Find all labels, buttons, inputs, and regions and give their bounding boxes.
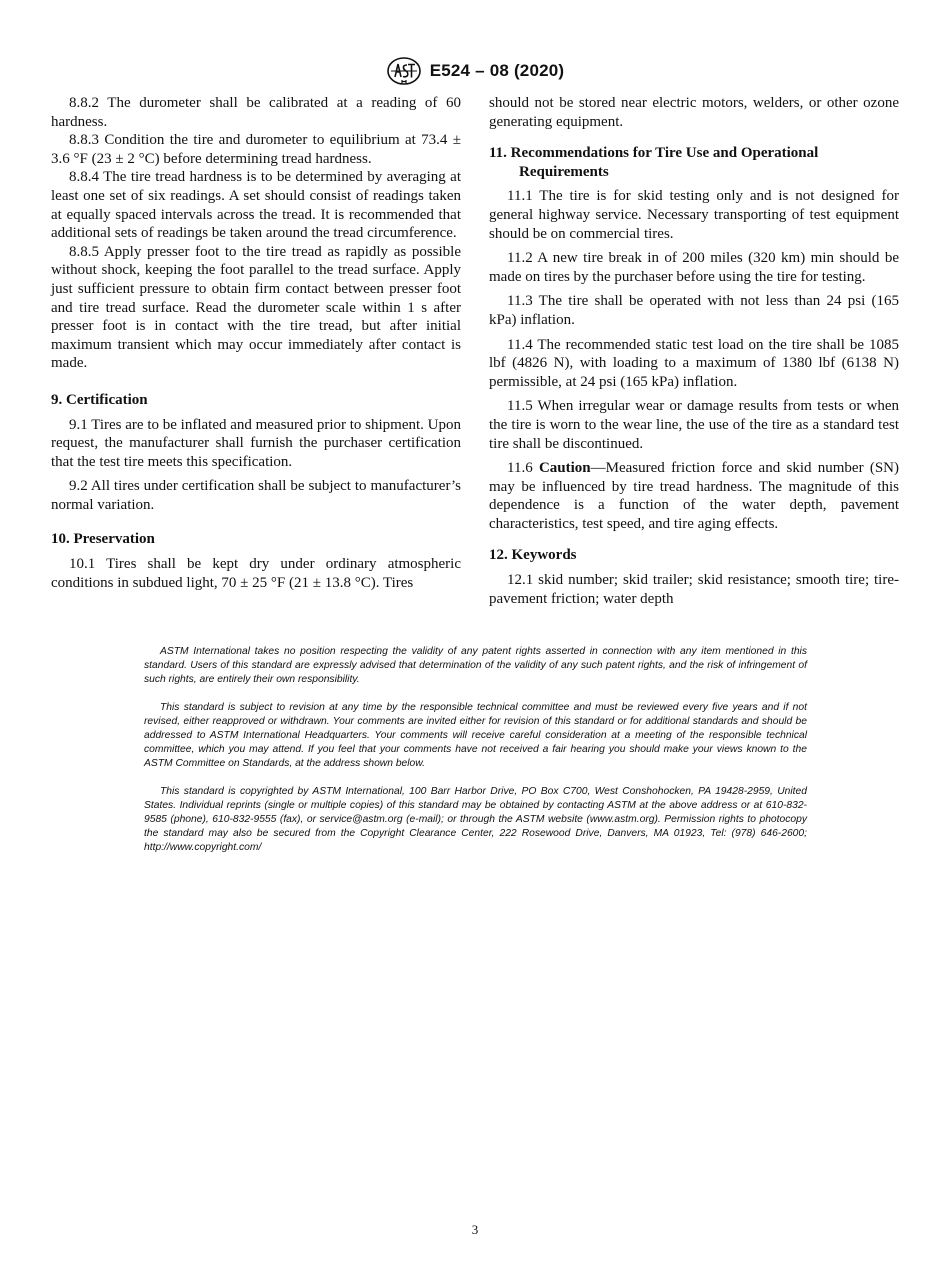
paragraph-12-1: 12.1 skid number; skid trailer; skid resistance; smooth tire; tire-pavement friction; water depth bbox=[489, 572, 899, 607]
paragraph-11-6-text: —Measured friction force and skid number (SN) may be influenced by tire tread hardness. The magnitude of this dependence is a function of the water depth, pavement characteristics, test speed, and tire aging effects. bbox=[489, 460, 899, 532]
section-heading-keywords: 12. Keywords bbox=[489, 547, 577, 564]
page-number: 3 bbox=[471, 1222, 479, 1237]
footer-notes bbox=[144, 645, 807, 869]
paragraph-9-2: 9.2 All tires under certification shall be subject to manufacturer’s normal variation. bbox=[51, 478, 461, 513]
section-heading-certification: 9. Certification bbox=[51, 391, 148, 408]
paragraph-11-1: 11.1 The tire is for skid testing only and is not designed for general highway service. Necessary transporting of test equipment should be on commercial tires. bbox=[489, 188, 899, 242]
standard-designation: E524 – 08 (2020) bbox=[429, 61, 565, 80]
paragraph-9-1: 9.1 Tires are to be inflated and measured prior to shipment. Upon request, the manufacturer shall furnish the purchaser certification that the test tire meets this specification. bbox=[51, 416, 462, 470]
paragraph-11-4: 11.4 The recommended static test load on the tire shall be 1085 lbf (4826 N), with loading to a maximum of 1380 lbf (6138 N) permissible, at 24 psi (165 kPa) inflation. bbox=[489, 336, 899, 390]
page-header bbox=[0, 56, 950, 86]
paragraph-8-8-5: 8.8.5 Apply presser foot to the tire tread as rapidly as possible without shock, keeping the foot parallel to the tread surface. Apply just sufficient pressure to obtain firm contact between presser foot and tire tread surface. Read the durometer scale within 1 s after presser foot is in contact with the tire tread, but after initial maximum transient which may occur immediately after contact is made. bbox=[51, 243, 461, 372]
paragraph-8-8-4: 8.8.4 The tire tread hardness is to be determined by averaging at least one set of six readings. A set should consist of readings taken at equally spaced intervals across the tread. It is recommended that additional sets of readings be taken around the tread circumference. bbox=[51, 169, 461, 242]
paragraph-8-8-3: 8.8.3 Condition the tire and durometer to equilibrium at 73.4 ± 3.6 °F (23 ± 2 °C) before determining tread hardness. bbox=[51, 132, 461, 167]
left-column bbox=[51, 94, 461, 592]
paragraph-8-8-2: 8.8.2 The durometer shall be calibrated at a reading of 60 hardness. bbox=[51, 95, 461, 130]
revision-notice: This standard is subject to revision at any time by the responsible technical committee and must be reviewed every five years and if not revised, either reapproved or withdrawn. Your comments are invited either for revision of this standard or for additional standards and should be addressed to ASTM International Headquarters. Your comments will receive careful consideration at a meeting of the responsible technical committee, which you may attend. If you feel that your comments have not received a fair hearing you should make your views known to the ASTM Committee on Standards, at the address shown below. bbox=[144, 702, 807, 769]
copyright-notice: This standard is copyrighted by ASTM International, 100 Barr Harbor Drive, PO Box C700, West Conshohocken, PA 19428-2959, United States. Individual reprints (single or multiple copies) of this standard may be obtained by contacting ASTM at the above address or at 610-832-9585 (phone), 610-832-9555 (fax), or service@astm.org (e-mail); or through the ASTM website (www.astm.org). Permission rights to photocopy the standard may also be secured from the Copyright Clearance Center, 222 Rosewood Drive, Danvers, MA 01923, Tel: (978) 646-2600; http://www.copyright.com/ bbox=[144, 786, 807, 853]
paragraph-10-1-continued: should not be stored near electric motors, welders, or other ozone generating equipment. bbox=[489, 95, 899, 130]
section-heading-recommendations: 11. Recommendations for Tire Use and Operational Requirements bbox=[489, 145, 819, 180]
paragraph-10-1: 10.1 Tires shall be kept dry under ordinary atmospheric conditions in subdued light, 70 ± 25 °F (21 ± 13.8 °C). Tires bbox=[51, 556, 461, 591]
patent-notice: ASTM International takes no position respecting the validity of any patent rights asserted in connection with any item mentioned in this standard. Users of this standard are expressly advised that determination of the validity of any such patent rights, and the risk of infringement of such rights, are entirely their own responsibility. bbox=[144, 646, 807, 685]
caution-label: Caution bbox=[538, 460, 591, 477]
paragraph-11-6 bbox=[489, 459, 899, 533]
section-heading-preservation: 10. Preservation bbox=[51, 531, 155, 548]
right-column bbox=[489, 94, 899, 608]
paragraph-11-2: 11.2 A new tire break in of 200 miles (320 km) min should be made on tires by the purchaser before using the tire for testing. bbox=[489, 250, 899, 285]
astm-logo-icon bbox=[386, 56, 422, 86]
paragraph-11-6-number: 11.6 bbox=[507, 460, 533, 477]
paragraph-11-3: 11.3 The tire shall be operated with not less than 24 psi (165 kPa) inflation. bbox=[489, 293, 899, 328]
paragraph-11-5: 11.5 When irregular wear or damage results from tests or when the tire is worn to the wear line, the use of the tire as a standard test tire shall be discontinued. bbox=[489, 398, 899, 452]
